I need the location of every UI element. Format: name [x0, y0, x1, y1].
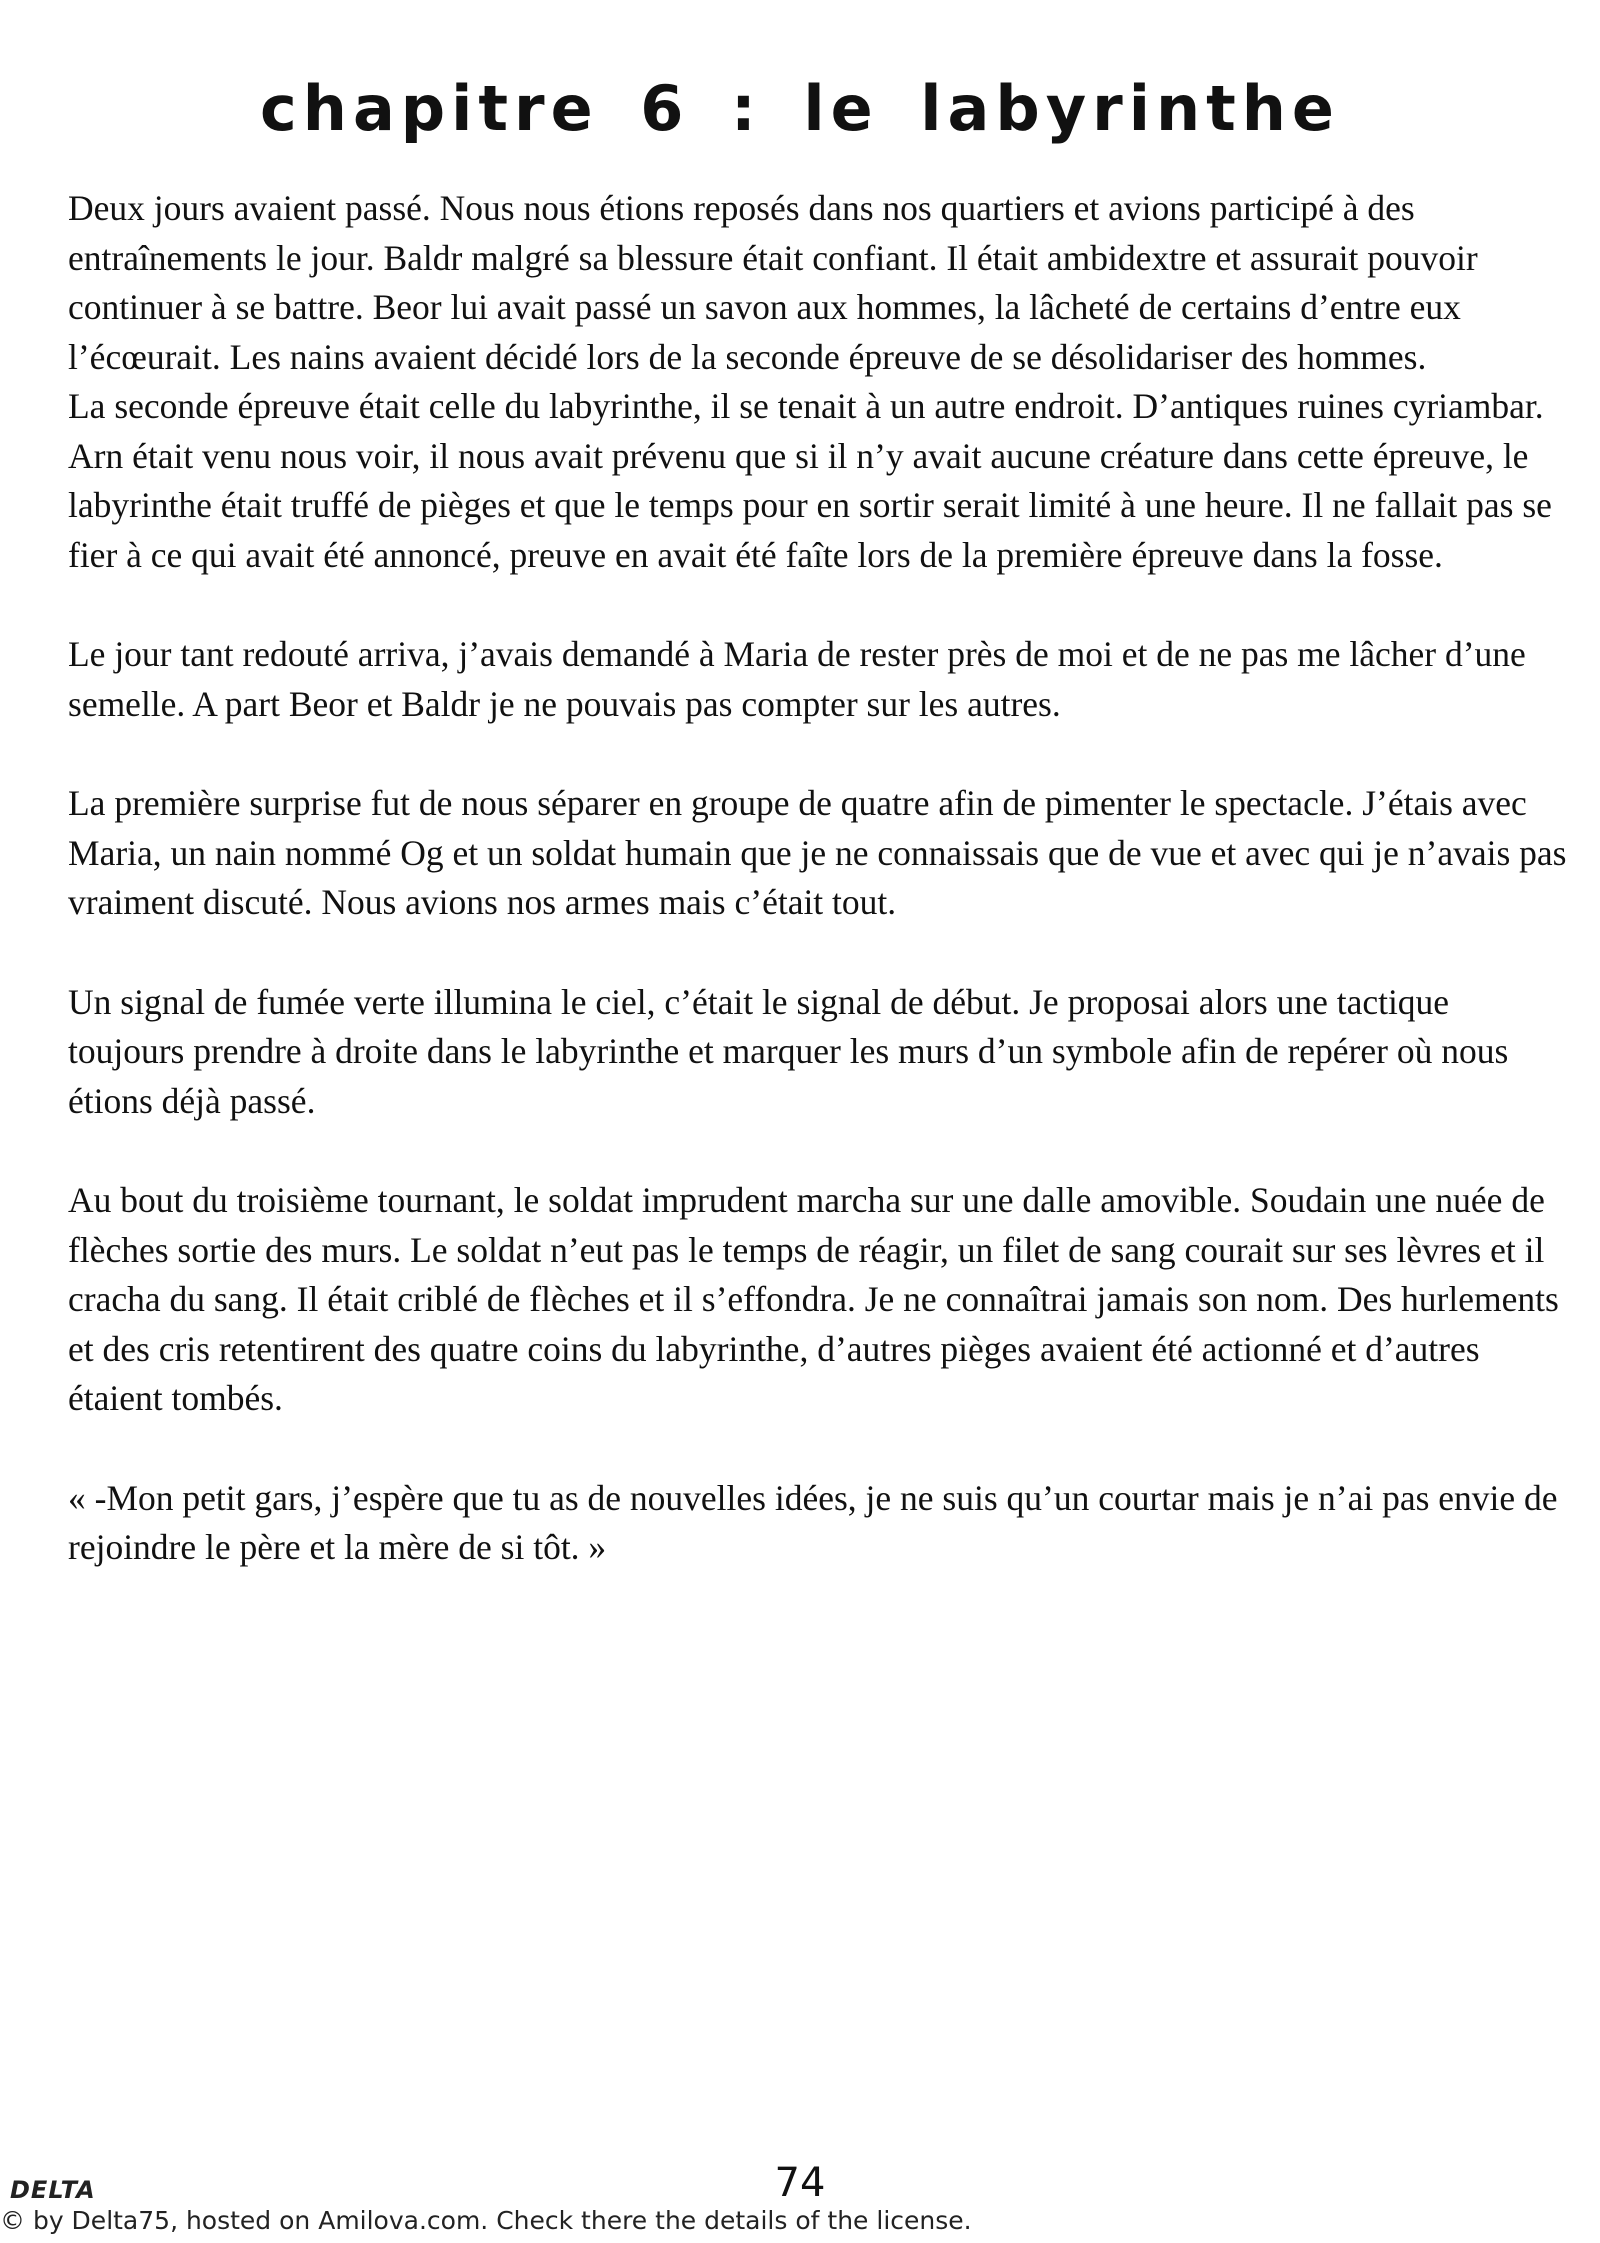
paragraph-7: « -Mon petit gars, j’espère que tu as de nouvelles idées, je ne suis qu’un courtar mais je n’ai pas envie de rejoindre le père et la mère de si tôt. » — [68, 1477, 1558, 1567]
chapter-title: chapitre 6 : le labyrinthe — [260, 72, 1340, 145]
chapter-body — [68, 184, 1568, 1623]
paragraph-2: La seconde épreuve était celle du labyrinthe, il se tenait à un autre endroit. D’antiques ruines cyriambar. Arn était venu nous voir, il nous avait prévenu que si il n’y avait aucune créature dans cette épreuve, le labyrinthe était truffé de pièges et que le temps pour en sortir serait limité à une heure. Il ne fallait pas se fier à ce qui avait été annoncé, preuve en avait été faîte lors de la première épreuve dans la fosse. — [68, 386, 1552, 575]
paragraph-4: La première surprise fut de nous séparer en groupe de quatre afin de pimenter le spectacle. J’étais avec Maria, un nain nommé Og et un soldat humain que je ne connaissais que de vue et avec qui je n’avais pas vraiment discuté. Nous avions nos armes mais c’était tout. — [68, 783, 1567, 922]
paragraph-3: Le jour tant redouté arriva, j’avais demandé à Maria de rester près de moi et de ne pas me lâcher d’une semelle. A part Beor et Baldr je ne pouvais pas compter sur les autres. — [68, 634, 1526, 724]
page-number: 74 — [774, 2160, 826, 2206]
paragraph-6: Au bout du troisième tournant, le soldat imprudent marcha sur une dalle amovible. Soudain une nuée de flèches sortie des murs. Le soldat n’eut pas le temps de réagir, un filet de sang courait sur ses lèvres et il cracha du sang. Il était criblé de flèches et il s’effondra. Je ne connaîtrai jamais son nom. Des hurlements et des cris retentirent des quatre coins du labyrinthe, d’autres pièges avaient été actionné et d’autres étaient tombés. — [68, 1180, 1559, 1418]
paragraph-5: Un signal de fumée verte illumina le ciel, c’était le signal de début. Je proposai alors une tactique toujours prendre à droite dans le labyrinthe et marquer les murs d’un symbole afin de repérer où nous étions déjà passé. — [68, 981, 1509, 1121]
license-footer: © by Delta75, hosted on Amilova.com. Check there the details of the license. — [0, 2206, 972, 2235]
delta-logo: DELTA — [10, 2176, 96, 2204]
paragraph-1: Deux jours avaient passé. Nous nous étions reposés dans nos quartiers et avions participé à des entraînements le jour. Baldr malgré sa blessure était confiant. Il était ambidextre et assurait pouvoir continuer à se battre. Beor lui avait passé un savon aux hommes, la lâcheté de certains d’entre eux l’écœurait. Les nains avaient décidé lors de la seconde épreuve de se désolidariser des hommes. — [68, 188, 1478, 377]
